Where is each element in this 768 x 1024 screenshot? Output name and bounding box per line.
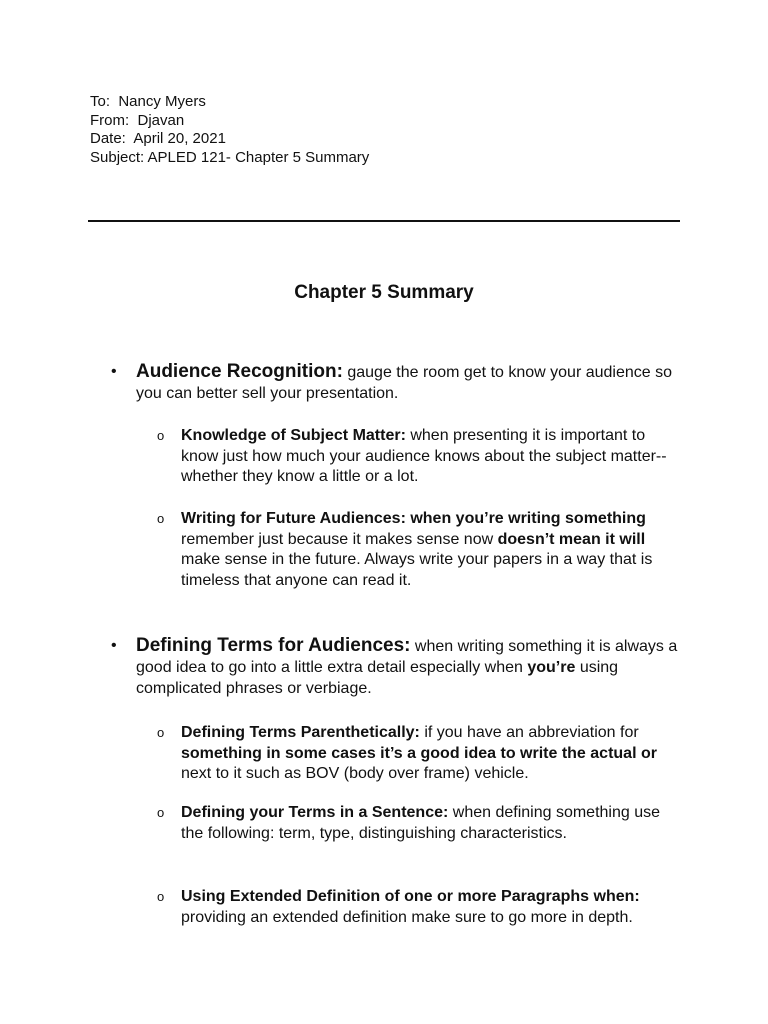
bullet-term: Audience Recognition:	[136, 361, 343, 382]
memo-to: To: Nancy Myers	[90, 93, 206, 110]
sub-text-bold: when you’re writing something	[405, 510, 646, 527]
sub-text: when defining something use the following: term, type, distinguishing characteristics.	[181, 804, 661, 842]
sub-extended-definition	[157, 887, 680, 928]
memo-date: Date: April 20, 2021	[90, 130, 226, 147]
sub-text: make sense in the future. Always write your papers in a way that is timeless that anyone can read it.	[181, 551, 653, 589]
sub-bullet-icon: o	[157, 428, 165, 443]
sub-bullet-icon: o	[157, 725, 165, 740]
sub-term: Defining Terms Parenthetically:	[181, 724, 420, 741]
sub-term: Knowledge of Subject Matter:	[181, 427, 406, 444]
sub-term: Using Extended Definition of one or more Paragraphs when:	[181, 888, 640, 905]
sub-text: if you have an abbreviation for	[419, 724, 639, 741]
sub-text-bold: doesn’t mean it will	[497, 530, 646, 548]
sub-defining-parenthetically	[157, 723, 680, 785]
sub-writing-future-audiences	[157, 509, 680, 591]
sub-defining-in-sentence	[157, 803, 680, 844]
sub-term: Writing for Future Audiences:	[181, 510, 406, 527]
sub-term: Defining your Terms in a Sentence:	[181, 804, 449, 821]
sub-bullet-icon: o	[157, 511, 165, 526]
sub-bullet-icon: o	[157, 805, 165, 820]
page-title: Chapter 5 Summary	[294, 282, 474, 303]
bullet-defining-terms	[111, 635, 680, 699]
bullet-audience-recognition	[111, 361, 680, 404]
sub-text: providing an extended definition make sure to go more in depth.	[181, 908, 633, 926]
sub-text: when presenting it is important to know just how much your audience knows about the subject matter-- whether they know a little or a lot.	[181, 427, 667, 485]
bullet-term: Defining Terms for Audiences:	[136, 635, 411, 656]
memo-header	[90, 93, 369, 167]
sub-text-bold: something in some cases it’s a good idea to write the actual or	[181, 744, 657, 762]
bullet-dot-icon: •	[111, 363, 117, 380]
memo-from: From: Djavan	[90, 111, 185, 129]
header-divider	[88, 220, 680, 222]
bullet-text-bold: you’re	[527, 659, 576, 676]
sub-text: next to it such as BOV (body over frame) vehicle.	[181, 765, 529, 782]
sub-text: remember just because it makes sense now	[181, 530, 498, 548]
bullet-dot-icon: •	[111, 637, 117, 654]
bullet-text: using complicated phrases or verbiage.	[136, 659, 619, 697]
sub-bullet-icon: o	[157, 889, 165, 904]
sub-knowledge-subject-matter	[157, 426, 680, 488]
bullet-text: when writing something it is always a good idea to go into a little extra detail especially when	[136, 638, 678, 676]
bullet-text: gauge the room get to know your audience so you can better sell your presentation.	[136, 364, 673, 402]
memo-subject: Subject: APLED 121- Chapter 5 Summary	[90, 148, 370, 166]
